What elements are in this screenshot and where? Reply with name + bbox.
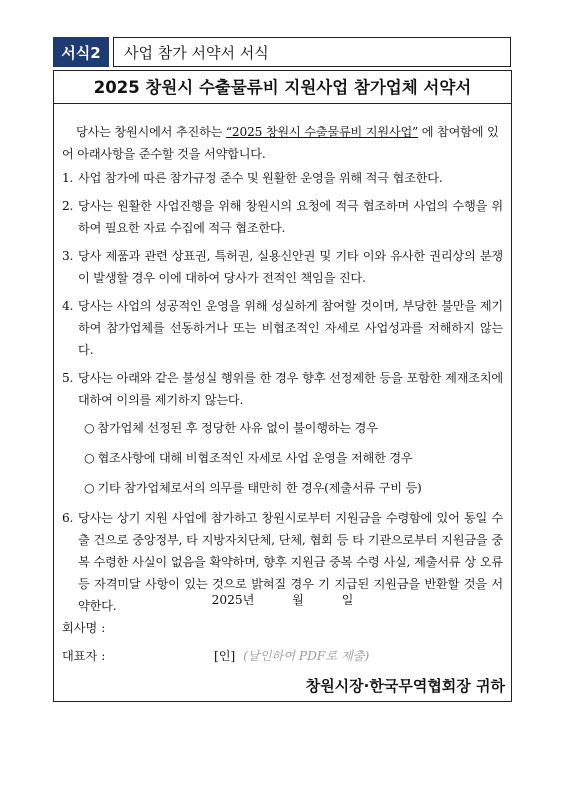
date-day: 일 — [341, 593, 354, 607]
addressee: 창원시장·한국무역협회장 귀하 — [305, 677, 505, 695]
pledge-item-4 — [62, 295, 503, 361]
date-month: 월 — [292, 593, 304, 607]
seal-area — [214, 647, 369, 664]
item-text: 당사는 원활한 사업진행을 위해 창원시의 요청에 적극 협조하며 사업의 수행을 위하여 필요한 자료 수집에 적극 협조한다. — [78, 199, 503, 235]
item-text: 사업 참가에 따른 참가규정 준수 및 원활한 운영을 위해 적극 협조한다. — [78, 171, 443, 185]
item-text: 당사는 아래와 같은 불성실 행위를 한 경우 향후 선정제한 등을 포함한 제재조치에 대하여 이의를 제기하지 않는다. — [78, 371, 503, 407]
pledge-item-3 — [62, 245, 503, 289]
item-number: 3. — [62, 249, 74, 263]
item-text: 당사는 사업의 성공적인 운영을 위해 성실하게 참여할 것이며, 부당한 불만을 제기하여 참가업체를 선동하거나 또는 비협조적인 자세로 사업성과를 저해하지 않는다. — [78, 299, 503, 357]
date-year: 2025년 — [211, 593, 255, 607]
form-header — [53, 37, 511, 67]
seal-mark: [인] — [214, 649, 236, 663]
intro-paragraph — [62, 121, 503, 165]
item-number: 1. — [62, 171, 74, 185]
sub-item-1 — [62, 417, 503, 439]
circle-bullet-icon: ○ — [84, 421, 95, 435]
form-number-badge: 서식2 — [53, 37, 109, 67]
seal-note: (날인하여 PDF로 제출) — [243, 649, 370, 663]
sub-item-2 — [62, 447, 503, 469]
pledge-form-frame — [53, 70, 512, 702]
title-divider — [54, 103, 511, 104]
project-name: “2025 창원시 수출물류비 지원사업” — [225, 125, 419, 139]
item-text: 당사 제품과 관련 상표권, 특허권, 실용신안권 및 기타 이와 유사한 권리상의 분쟁이 발생할 경우 이에 대하여 당사가 전적인 책임을 진다. — [78, 249, 503, 285]
document-title: 2025 창원시 수출물류비 지원사업 참가업체 서약서 — [93, 78, 472, 97]
circle-bullet-icon: ○ — [84, 481, 95, 495]
pledge-item-1 — [62, 167, 503, 189]
item-text: 당사는 상기 지원 사업에 참가하고 창원시로부터 지원금을 수령함에 있어 동일 수출 건으로 중앙정부, 타 지방자치단체, 단체, 협회 등 타 기관으로부터 지원금을 중복 수령한 사실이 없음을 확약하며, 향후 지원금 중복 수령 사실, 제출서류 상 오류 등 자격미달 사항이 있는 것으로 밝혀질 경우 기 지급된 지원금을 반환할 것을 서약한다. — [78, 511, 503, 613]
item-number: 4. — [62, 299, 74, 313]
circle-bullet-icon: ○ — [84, 451, 95, 465]
sub-item-text: 참가업체 선정된 후 정당한 사유 없이 불이행하는 경우 — [97, 421, 378, 435]
sub-item-text: 기타 참가업체로서의 의무를 태만히 한 경우(제출서류 구비 등) — [97, 481, 422, 495]
intro-suffix: 에 참여함에 있어 아래사항을 준수할 것을 서약합니다. — [62, 125, 499, 161]
item-number: 6. — [62, 511, 74, 525]
sub-item-3 — [62, 477, 503, 499]
item-number: 2. — [62, 199, 74, 213]
pledge-item-2 — [62, 195, 503, 239]
company-name-label: 회사명 : — [62, 621, 106, 635]
sub-item-text: 협조사항에 대해 비협조적인 자세로 사업 운영을 저해한 경우 — [97, 451, 413, 465]
item-number: 5. — [62, 371, 74, 385]
form-header-title: 사업 참가 서약서 서식 — [113, 37, 511, 67]
pledge-items — [62, 167, 503, 623]
date-line — [54, 591, 511, 608]
intro-prefix: 당사는 창원시에서 추진하는 — [76, 125, 226, 139]
pledge-item-5 — [62, 367, 503, 411]
representative-label: 대표자 : — [62, 649, 106, 663]
